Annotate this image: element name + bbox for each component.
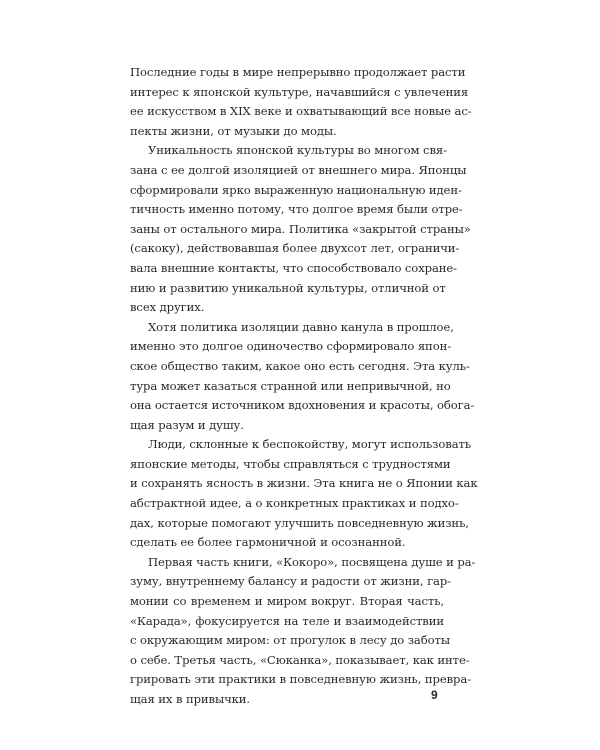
text-line: абстрактной идее, а о конкретных практиках и подхо- — [130, 496, 459, 511]
text-line: она остается источником вдохновения и красоты, обога- — [130, 398, 475, 413]
text-line: вала внешние контакты, что способствовало сохране- — [130, 260, 457, 275]
text-line: интерес к японской культуре, начавшийся с увлечения — [130, 84, 469, 99]
text-line: (сакоку), действовавшая более двухсот лет, ограничи- — [130, 241, 460, 256]
text-line: щая разум и душу. — [130, 417, 244, 432]
paragraph — [130, 141, 471, 317]
text-line: с окружающим миром: от прогулок в лесу до заботы — [130, 633, 450, 648]
text-line: тичность именно потому, что долгое время были отре- — [130, 202, 463, 217]
text-line: Последние годы в мире непрерывно продолжает расти — [130, 65, 466, 79]
body-text — [130, 63, 478, 710]
paragraph — [130, 318, 475, 436]
text-line: сформировали ярко выраженную национальную иден- — [130, 182, 462, 197]
text-line: тура может казаться странной или непривычной, но — [130, 378, 451, 393]
text-line: ское общество таким, какое оно есть сегодня. Эта куль- — [130, 358, 470, 373]
text-line: всех других. — [130, 300, 205, 315]
text-line: Люди, склонные к беспокойству, могут использовать — [148, 437, 472, 452]
text-line: пекты жизни, от музыки до моды. — [130, 123, 337, 138]
page-number: 9 — [431, 688, 438, 702]
text-line: именно это долгое одиночество сформировало япон- — [130, 339, 452, 354]
text-line: грировать эти практики в повседневную жизнь, превра- — [130, 672, 471, 687]
paragraph — [130, 435, 478, 553]
text-line: японские методы, чтобы справляться с трудностями — [130, 456, 451, 471]
text-line: щая их в привычки. — [130, 692, 251, 706]
paragraph — [130, 63, 472, 141]
text-line: о себе. Третья часть, «Сюканка», показывает, как инте- — [130, 652, 470, 667]
text-line: Уникальность японской культуры во многом свя- — [148, 143, 447, 158]
text-line: и сохранять ясность в жизни. Эта книга не о Японии как — [130, 476, 478, 491]
text-line: Первая часть книги, «Кокоро», посвящена душе и ра- — [148, 554, 476, 569]
text-line: монии со временем и миром вокруг. Вторая часть, — [130, 594, 444, 609]
text-line: нию и развитию уникальной культуры, отличной от — [130, 280, 446, 295]
paragraph — [130, 553, 476, 710]
text-line: сделать ее более гармоничной и осознанной. — [130, 535, 406, 550]
text-line: «Карада», фокусируется на теле и взаимодействии — [130, 613, 444, 628]
text-line: дах, которые помогают улучшить повседневную жизнь, — [130, 515, 469, 530]
text-line: заны от остального мира. Политика «закрытой страны» — [130, 221, 471, 236]
text-line: Хотя политика изоляции давно канула в прошлое, — [148, 319, 454, 334]
text-line: зана с ее долгой изоляцией от внешнего мира. Японцы — [130, 162, 467, 177]
text-line: ее искусством в XIX веке и охватывающий все новые ас- — [130, 104, 472, 119]
text-line: зуму, внутреннему балансу и радости от жизни, гар- — [130, 574, 451, 589]
